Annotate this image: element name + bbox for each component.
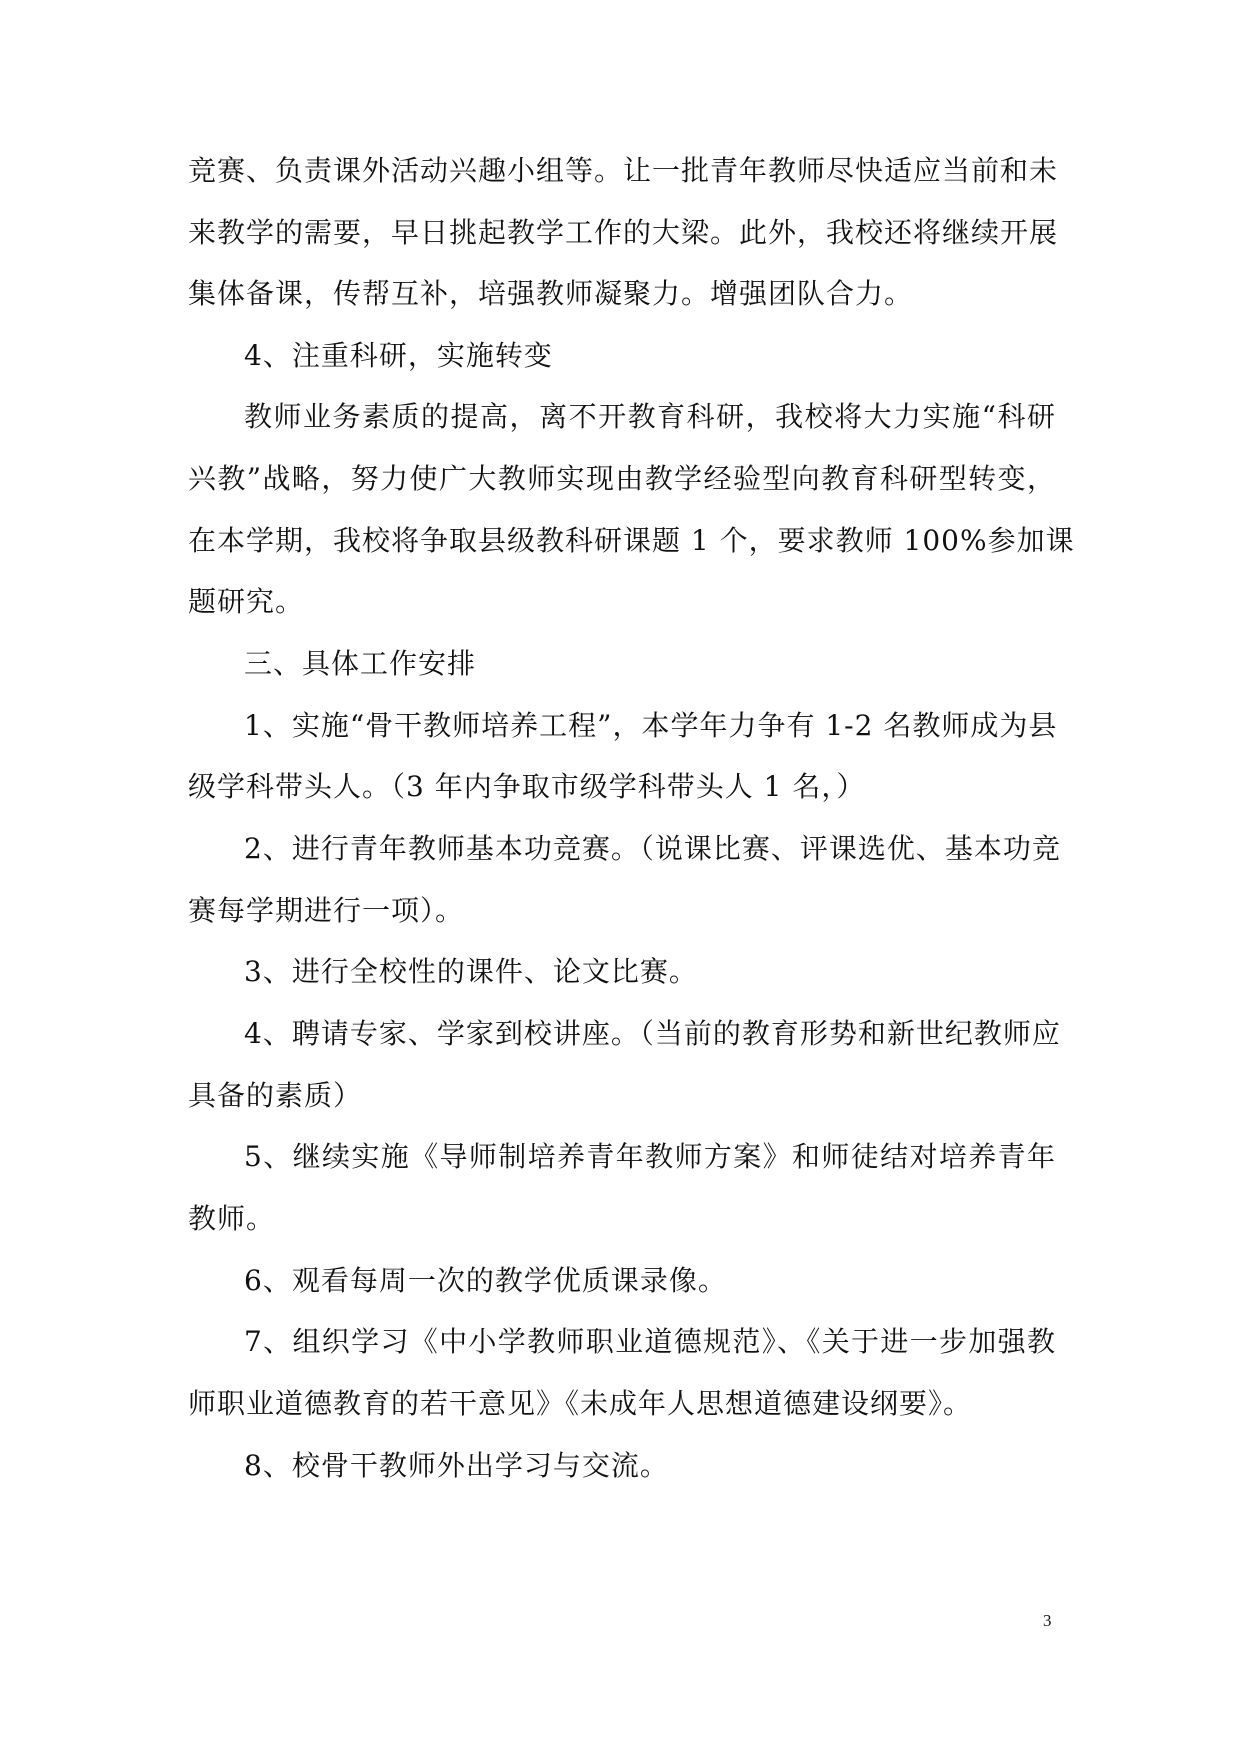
list-item-continuation: 师职业道德教育的若干意见》《未成年人思想道德建设纲要》。 — [188, 1387, 973, 1420]
paragraph-line: 在本学期，我校将争取县级教科研课题 1 个，要求教师 100%参加课 — [188, 524, 1075, 557]
page-number: 3 — [1043, 1611, 1052, 1630]
paragraph-line: 来教学的需要，早日挑起教学工作的大梁。此外，我校还将继续开展 — [188, 216, 1059, 249]
list-item: 1、实施“骨干教师培养工程”，本学年力争有 1-2 名教师成为县 — [244, 709, 1058, 742]
list-item: 3、进行全校性的课件、论文比赛。 — [244, 955, 698, 988]
list-item: 6、观看每周一次的教学优质课录像。 — [244, 1264, 727, 1297]
list-item: 2、进行青年教师基本功竞赛。（说课比赛、评课选优、基本功竞 — [244, 832, 1061, 865]
paragraph-line: 教师业务素质的提高，离不开教育科研，我校将大力实施“科研 — [244, 400, 1056, 433]
paragraph-line: 竞赛、负责课外活动兴趣小组等。让一批青年教师尽快适应当前和未 — [188, 154, 1059, 187]
paragraph-line: 题研究。 — [188, 585, 305, 618]
paragraph-line: 集体备课，传帮互补，培强教师凝聚力。增强团队合力。 — [188, 277, 914, 310]
list-item: 5、继续实施《导师制培养青年教师方案》和师徒结对培养青年 — [244, 1140, 1056, 1173]
section-heading: 4、注重科研，实施转变 — [244, 339, 553, 372]
list-item-continuation: 级学科带头人。（3 年内争取市级学科带头人 1 名，） — [188, 770, 866, 803]
section-heading: 三、具体工作安排 — [244, 647, 477, 680]
list-item: 8、校骨干教师外出学习与交流。 — [244, 1449, 669, 1482]
list-item-continuation: 教师。 — [188, 1202, 276, 1235]
list-item-continuation: 赛每学期进行一项）。 — [188, 894, 465, 927]
list-item: 4、聘请专家、学家到校讲座。（当前的教育形势和新世纪教师应 — [244, 1017, 1061, 1050]
list-item: 7、组织学习《中小学教师职业道德规范》、《关于进一步加强教 — [244, 1325, 1056, 1358]
list-item-continuation: 具备的素质） — [188, 1079, 363, 1112]
paragraph-line: 兴教”战略，努力使广大教师实现由教学经验型向教育科研型转变， — [188, 462, 1056, 495]
